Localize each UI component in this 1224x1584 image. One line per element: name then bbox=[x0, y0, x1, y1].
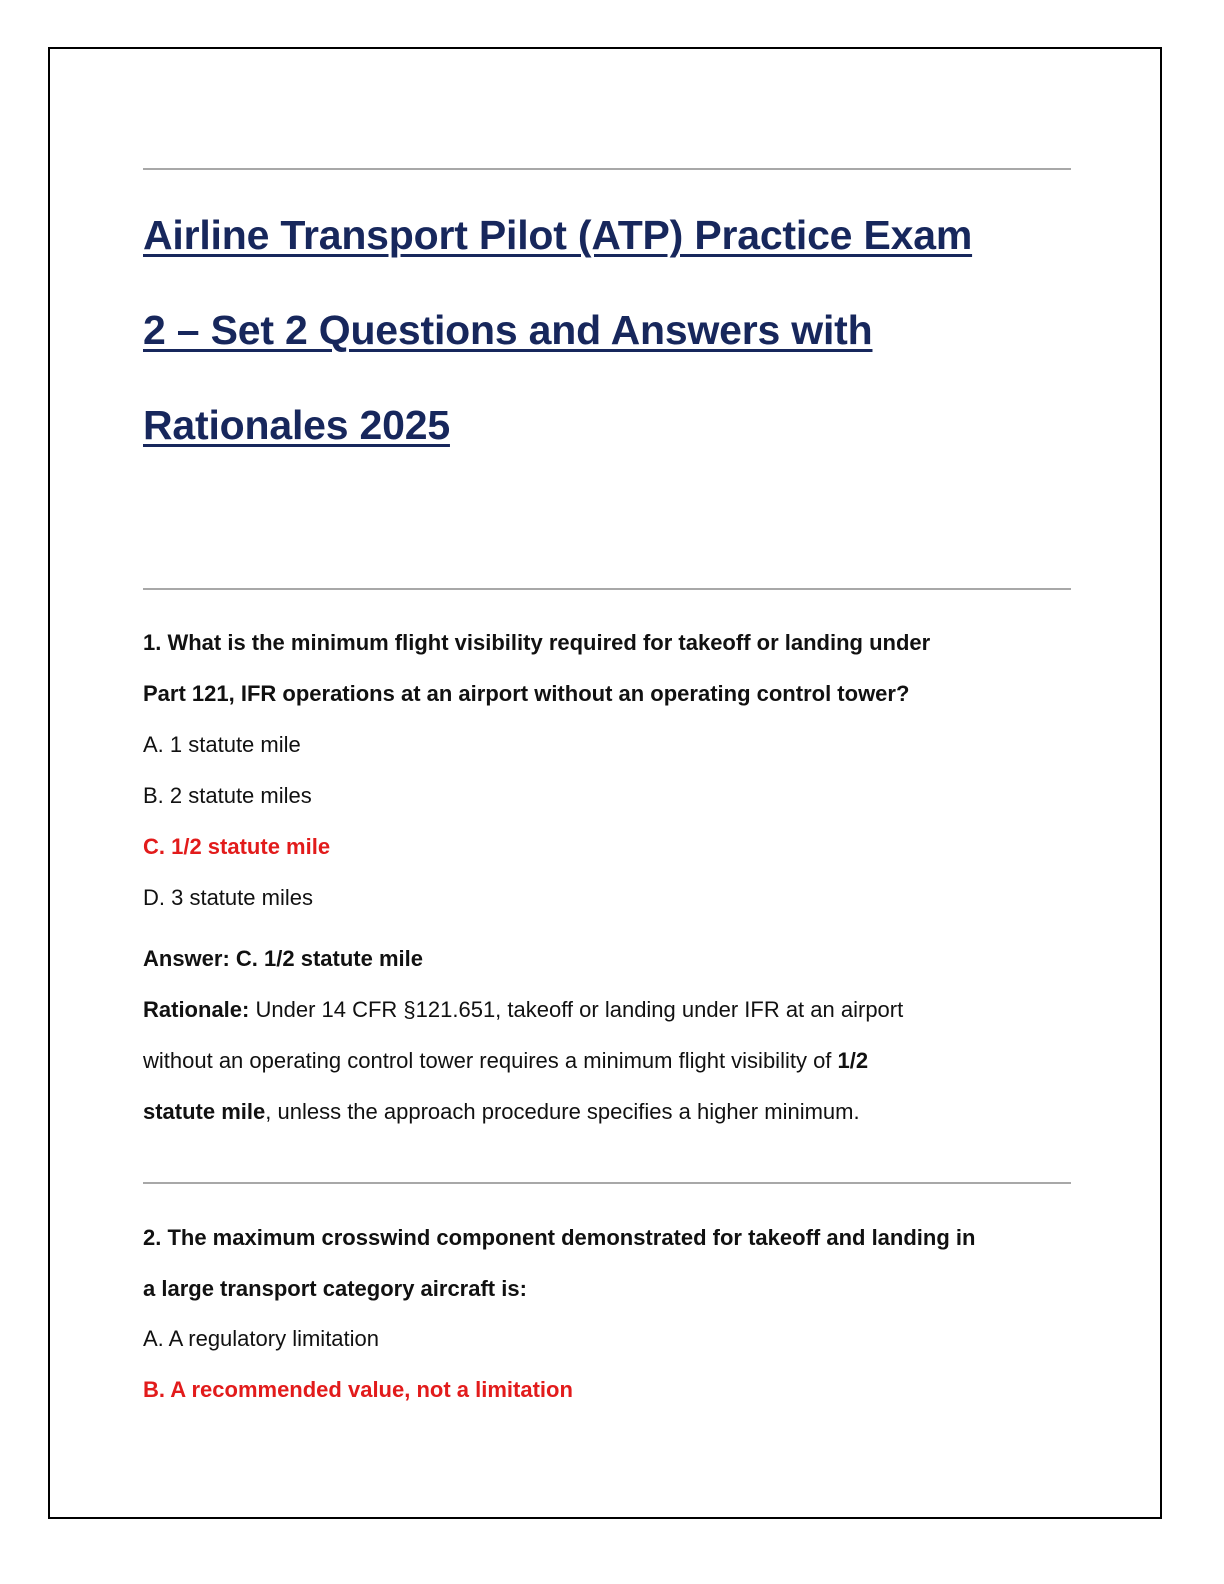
title-line-3: Rationales 2025 bbox=[143, 402, 450, 448]
section-divider-1 bbox=[143, 588, 1071, 590]
q2-text-line-1: 2. The maximum crosswind component demonstrated for takeoff and landing in bbox=[143, 1225, 976, 1250]
q2-text-line-2: a large transport category aircraft is: bbox=[143, 1276, 527, 1301]
section-divider-2 bbox=[143, 1182, 1071, 1184]
rationale-emphasis: 1/2 bbox=[837, 1048, 869, 1073]
rationale-emphasis: statute mile bbox=[143, 1099, 266, 1124]
q1-text-line-2: Part 121, IFR operations at an airport without an operating control tower? bbox=[143, 681, 910, 706]
q1-text-line-1: 1. What is the minimum flight visibility required for takeoff or landing under bbox=[143, 630, 931, 655]
q1-option-c-correct: C. 1/2 statute mile bbox=[143, 834, 331, 859]
title-line-2: 2 – Set 2 Questions and Answers with bbox=[143, 307, 873, 353]
q1-rationale-line-2 bbox=[143, 1048, 868, 1074]
rationale-text: , unless the approach procedure specifies a higher minimum. bbox=[265, 1099, 860, 1124]
title-line-1: Airline Transport Pilot (ATP) Practice Exam bbox=[143, 212, 973, 258]
q1-answer: Answer: C. 1/2 statute mile bbox=[143, 946, 423, 971]
q1-option-d: D. 3 statute miles bbox=[143, 885, 313, 910]
q2-option-a: A. A regulatory limitation bbox=[143, 1326, 380, 1351]
q1-rationale-line-1 bbox=[143, 997, 903, 1023]
rationale-label: Rationale: bbox=[143, 997, 250, 1022]
rationale-text: Under 14 CFR §121.651, takeoff or landing under IFR at an airport bbox=[249, 997, 904, 1022]
rationale-text: without an operating control tower requires a minimum flight visibility of bbox=[143, 1048, 838, 1073]
top-divider bbox=[143, 168, 1071, 170]
q2-option-b-correct: B. A recommended value, not a limitation bbox=[143, 1377, 573, 1402]
q1-rationale-line-3 bbox=[143, 1099, 860, 1125]
q1-option-b: B. 2 statute miles bbox=[143, 783, 312, 808]
q1-option-a: A. 1 statute mile bbox=[143, 732, 301, 757]
